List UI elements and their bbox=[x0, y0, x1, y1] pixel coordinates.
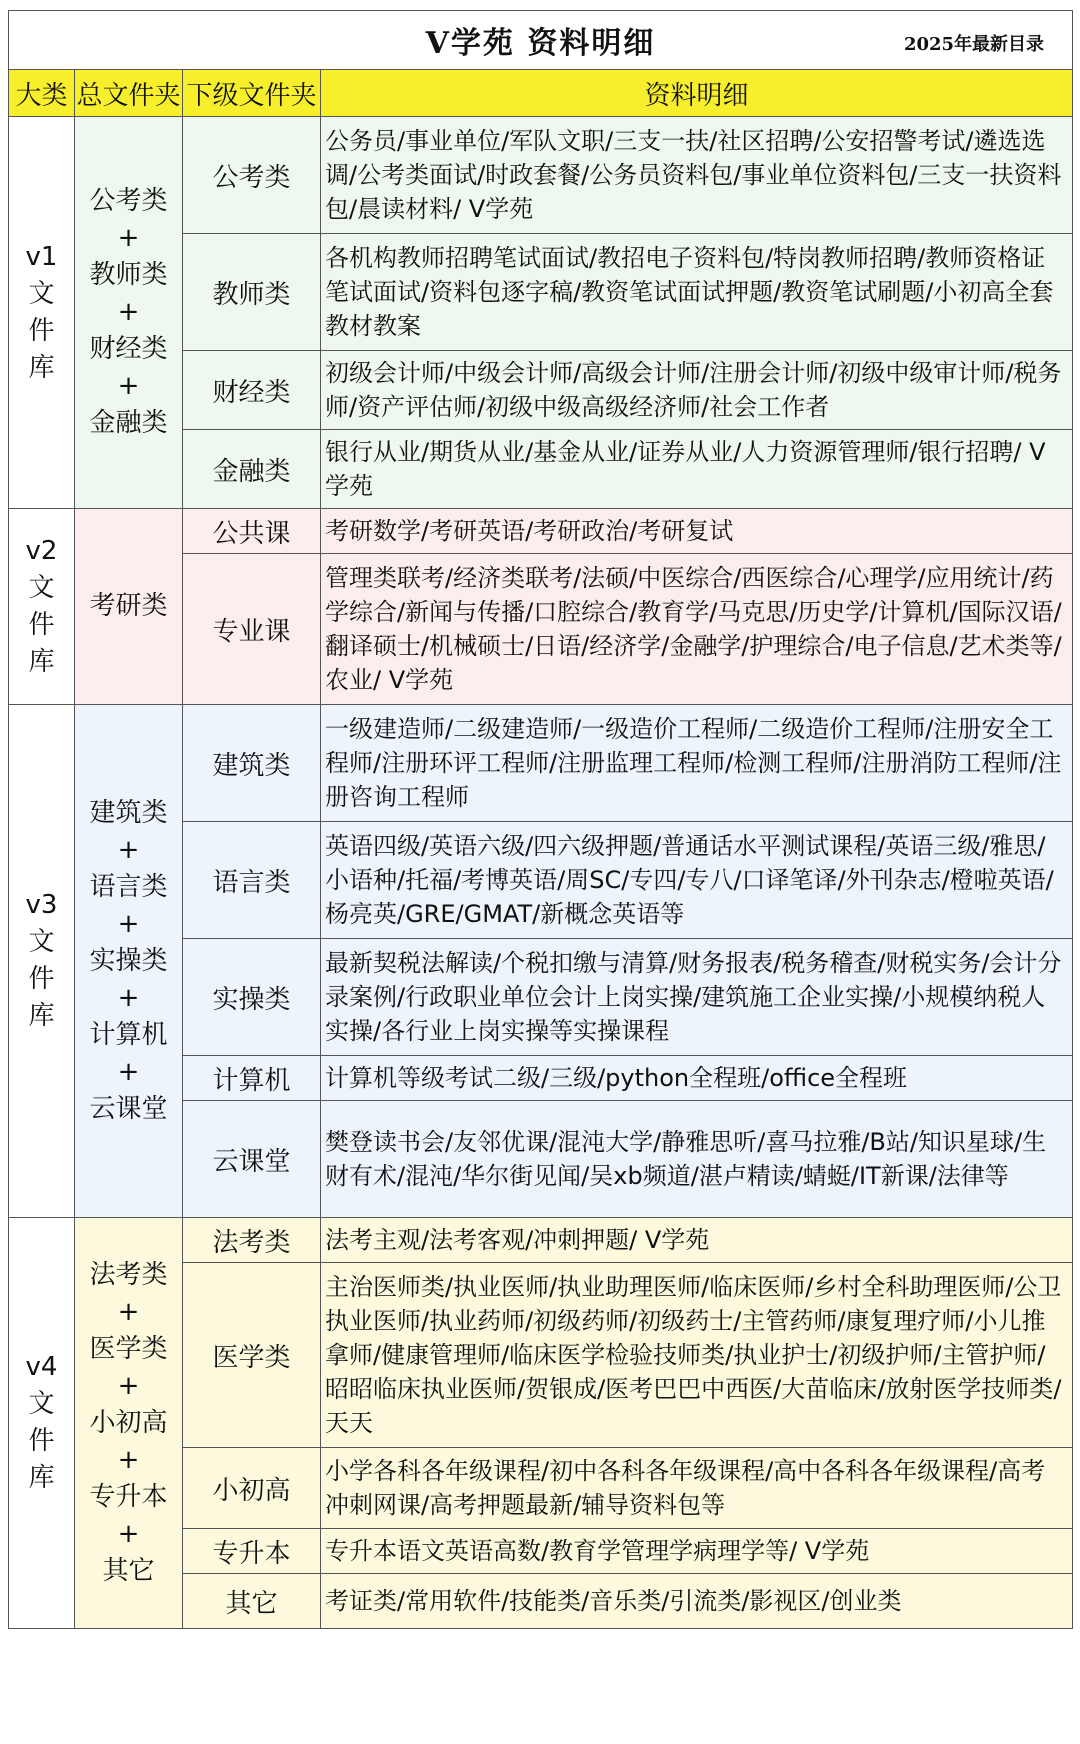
subfolder: 教师类 bbox=[183, 234, 321, 351]
subfolder: 其它 bbox=[183, 1574, 321, 1629]
folder-v2 bbox=[75, 509, 183, 705]
subfolder: 语言类 bbox=[183, 822, 321, 939]
library-label: v2 bbox=[25, 535, 58, 566]
subfolder: 医学类 bbox=[183, 1263, 321, 1448]
library-v1 bbox=[9, 117, 75, 509]
folder-label: + bbox=[117, 1370, 140, 1401]
header-row bbox=[9, 70, 1073, 117]
folder-label: 语言类 bbox=[89, 871, 168, 902]
subfolder: 法考类 bbox=[183, 1218, 321, 1263]
library-label: 库 bbox=[28, 646, 55, 677]
detail-text: 专升本语文英语高数/教育学管理学病理学等/ V学苑 bbox=[321, 1529, 1073, 1574]
folder-label: + bbox=[117, 371, 140, 401]
detail-text: 法考主观/法考客观/冲刺押题/ V学苑 bbox=[321, 1218, 1073, 1263]
subfolder: 建筑类 bbox=[183, 705, 321, 822]
folder-label: + bbox=[117, 297, 140, 327]
folder-label: 考研类 bbox=[89, 591, 168, 621]
subfolder: 小初高 bbox=[183, 1448, 321, 1529]
subfolder: 云课堂 bbox=[183, 1101, 321, 1218]
detail-text: 银行从业/期货从业/基金从业/证券从业/人力资源管理师/银行招聘/ V学苑 bbox=[321, 430, 1073, 509]
folder-label: + bbox=[117, 1444, 140, 1475]
library-label: 库 bbox=[28, 352, 55, 383]
folder-label: 实操类 bbox=[89, 945, 168, 976]
folder-label: + bbox=[117, 1056, 140, 1087]
folder-label: + bbox=[117, 1518, 140, 1549]
library-label: v3 bbox=[25, 890, 58, 920]
subfolder: 公共课 bbox=[183, 509, 321, 554]
title-cell bbox=[9, 11, 1073, 70]
catalog-table bbox=[8, 10, 1073, 1629]
detail-text: 小学各科各年级课程/初中各科各年级课程/高中各科各年级课程/高考冲刺网课/高考押题最新/辅导资料包等 bbox=[321, 1448, 1073, 1529]
folder-label: 专升本 bbox=[89, 1481, 168, 1512]
subfolder: 实操类 bbox=[183, 939, 321, 1056]
detail-text: 公务员/事业单位/军队文职/三支一扶/社区招聘/公安招警考试/遴选选调/公考类面试/时政套餐/公务员资料包/事业单位资料包/三支一扶资料包/晨读材料/ V学苑 bbox=[321, 117, 1073, 234]
library-label: v4 bbox=[25, 1352, 58, 1382]
header-main-folder: 总文件夹 bbox=[75, 70, 183, 117]
library-v2 bbox=[9, 509, 75, 705]
folder-label: 小初高 bbox=[89, 1407, 168, 1438]
folder-label: 其它 bbox=[102, 1555, 155, 1586]
library-label: 件 bbox=[28, 964, 55, 994]
folder-v1 bbox=[75, 117, 183, 509]
header-subfolder: 下级文件夹 bbox=[183, 70, 321, 117]
subfolder: 专业课 bbox=[183, 554, 321, 705]
catalog-date: 2025年最新目录 bbox=[903, 34, 1045, 55]
subfolder: 财经类 bbox=[183, 351, 321, 430]
folder-label: + bbox=[117, 223, 140, 253]
subfolder: 公考类 bbox=[183, 117, 321, 234]
folder-label: 云课堂 bbox=[89, 1093, 168, 1124]
folder-label: 教师类 bbox=[89, 260, 168, 290]
subfolder: 计算机 bbox=[183, 1056, 321, 1101]
detail-text: 樊登读书会/友邻优课/混沌大学/静雅思听/喜马拉雅/B站/知识星球/生财有术/混沌/华尔街见闻/吴xb频道/湛卢精读/蜻蜓/IT新课/法律等 bbox=[321, 1101, 1073, 1218]
library-label: 件 bbox=[28, 315, 55, 346]
folder-label: 公考类 bbox=[89, 186, 168, 216]
detail-text: 各机构教师招聘笔试面试/教招电子资料包/特岗教师招聘/教师资格证笔试面试/资料包逐字稿/教资笔试面试押题/教资笔试刷题/小初高全套教材教案 bbox=[321, 234, 1073, 351]
library-label: 文 bbox=[28, 572, 55, 603]
page-title: V学苑 资料明细 bbox=[425, 26, 656, 61]
table-row bbox=[9, 117, 1073, 234]
folder-v4 bbox=[75, 1218, 183, 1629]
library-label: 文 bbox=[28, 1389, 55, 1419]
folder-label: + bbox=[117, 982, 140, 1013]
detail-text: 管理类联考/经济类联考/法硕/中医综合/西医综合/心理学/应用统计/药学综合/新闻与传播/口腔综合/教育学/马克思/历史学/计算机/国际汉语/翻译硕士/机械硕士/日语/经济学/金融学/护理综合/电子信息/艺术类等/农业/ V学苑 bbox=[321, 554, 1073, 705]
subfolder: 金融类 bbox=[183, 430, 321, 509]
subfolder: 专升本 bbox=[183, 1529, 321, 1574]
folder-label: 建筑类 bbox=[89, 797, 168, 828]
library-label: 件 bbox=[28, 609, 55, 640]
library-v4 bbox=[9, 1218, 75, 1629]
folder-label: + bbox=[117, 1296, 140, 1327]
folder-label: 法考类 bbox=[89, 1259, 168, 1290]
table-row bbox=[9, 1218, 1073, 1263]
library-label: 文 bbox=[28, 278, 55, 309]
folder-label: 医学类 bbox=[89, 1333, 168, 1364]
detail-text: 一级建造师/二级建造师/一级造价工程师/二级造价工程师/注册安全工程师/注册环评工程师/注册监理工程师/检测工程师/注册消防工程师/注册咨询工程师 bbox=[321, 705, 1073, 822]
library-label: 文 bbox=[28, 927, 55, 957]
title-row bbox=[9, 11, 1073, 70]
library-label: 库 bbox=[28, 1001, 55, 1031]
library-v3 bbox=[9, 705, 75, 1218]
header-details: 资料明细 bbox=[321, 70, 1073, 117]
detail-text: 英语四级/英语六级/四六级押题/普通话水平测试课程/英语三级/雅思/小语种/托福/考博英语/周SC/专四/专八/口译笔译/外刊杂志/橙啦英语/杨亮英/GRE/GMAT/新概念英语等 bbox=[321, 822, 1073, 939]
folder-label: + bbox=[117, 834, 140, 865]
detail-text: 计算机等级考试二级/三级/python全程班/office全程班 bbox=[321, 1056, 1073, 1101]
catalog-sheet bbox=[8, 10, 1072, 1629]
folder-v3 bbox=[75, 705, 183, 1218]
library-label: 库 bbox=[28, 1463, 55, 1493]
table-row bbox=[9, 705, 1073, 822]
folder-label: 财经类 bbox=[89, 334, 168, 364]
detail-text: 主治医师类/执业医师/执业助理医师/临床医师/乡村全科助理医师/公卫执业医师/执业药师/初级药师/初级药士/主管药师/康复理疗师/小儿推拿师/健康管理师/临床医学检验技师类/执业护士/初级护师/主管护师/昭昭临床执业医师/贺银成/医考巴巴中西医/大苗临床/放射医学技师类/天天 bbox=[321, 1263, 1073, 1448]
folder-label: 金融类 bbox=[89, 408, 168, 438]
folder-label: + bbox=[117, 908, 140, 939]
folder-label: 计算机 bbox=[89, 1019, 168, 1050]
library-label: v1 bbox=[25, 241, 58, 272]
detail-text: 考研数学/考研英语/考研政治/考研复试 bbox=[321, 509, 1073, 554]
detail-text: 最新契税法解读/个税扣缴与清算/财务报表/税务稽查/财税实务/会计分录案例/行政职业单位会计上岗实操/建筑施工企业实操/小规模纳税人实操/各行业上岗实操等实操课程 bbox=[321, 939, 1073, 1056]
detail-text: 初级会计师/中级会计师/高级会计师/注册会计师/初级中级审计师/税务师/资产评估师/初级中级高级经济师/社会工作者 bbox=[321, 351, 1073, 430]
library-label: 件 bbox=[28, 1426, 55, 1456]
detail-text: 考证类/常用软件/技能类/音乐类/引流类/影视区/创业类 bbox=[321, 1574, 1073, 1629]
header-category: 大类 bbox=[9, 70, 75, 117]
table-row bbox=[9, 509, 1073, 554]
